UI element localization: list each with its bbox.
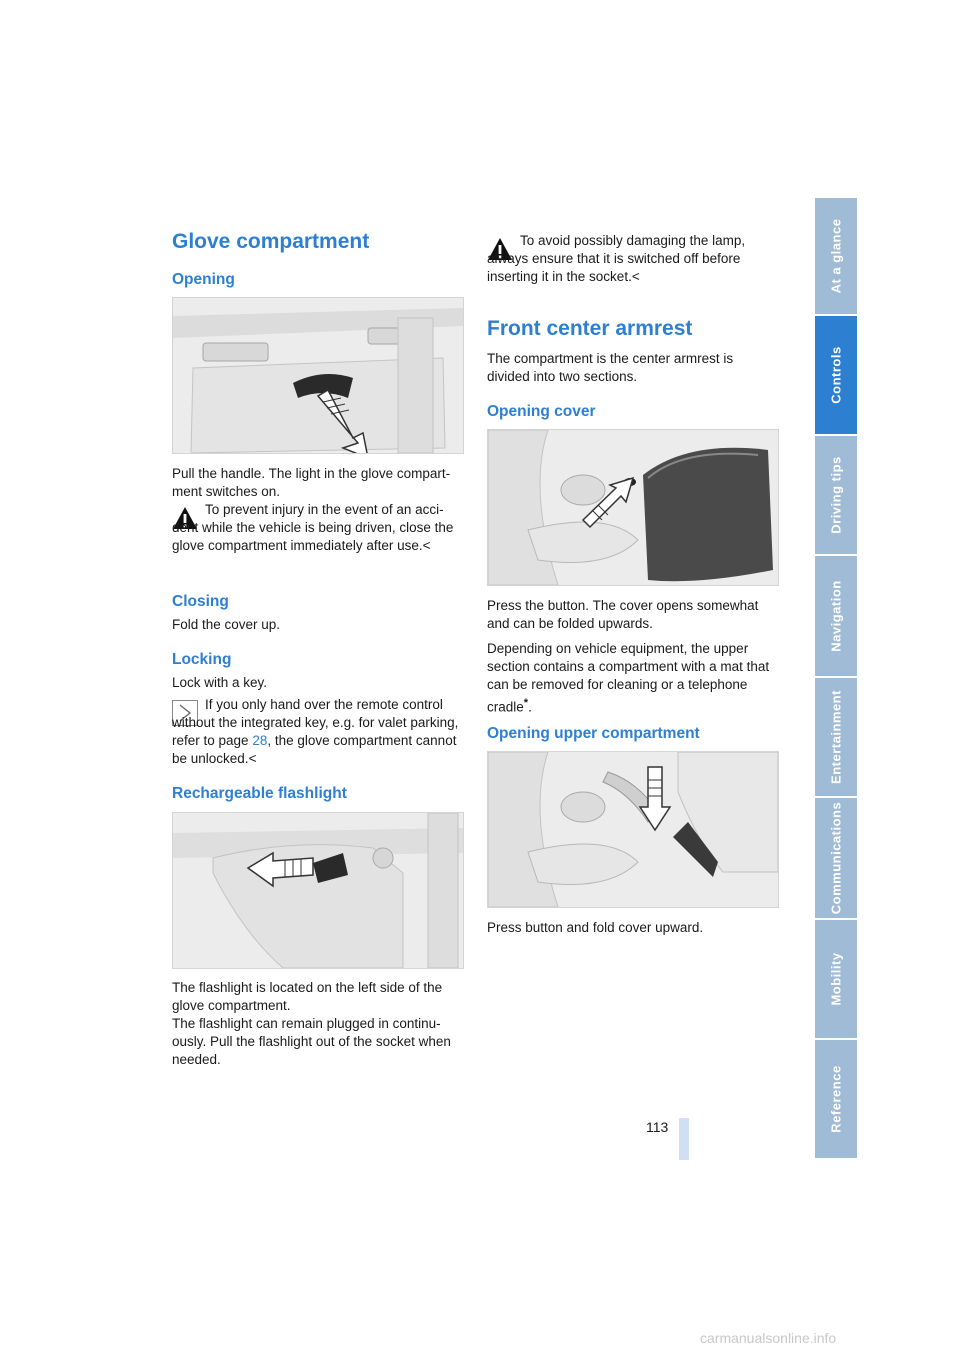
flashlight-figure: [172, 812, 464, 969]
tab-label: Mobility: [828, 952, 844, 1006]
locking-text: Lock with a key.: [172, 675, 268, 690]
section-title-front-center-armrest: Front center armrest: [487, 317, 693, 340]
closing-text: Fold the cover up.: [172, 617, 281, 632]
tab-mobility[interactable]: [815, 920, 857, 1040]
upper-compartment-text: Press button and fold cover upward.: [487, 920, 704, 935]
heading-opening: Opening: [172, 271, 235, 288]
end-mark: <: [422, 538, 431, 553]
tab-reference[interactable]: [815, 1040, 857, 1160]
tab-driving-tips[interactable]: [815, 436, 857, 556]
armrest-cover-figure: [487, 429, 779, 586]
heading-opening-cover: Opening cover: [487, 403, 596, 420]
heading-opening-upper-compartment: Opening upper compartment: [487, 725, 700, 742]
locking-note: [172, 696, 464, 768]
optional-equipment-asterisk: *: [523, 697, 529, 709]
glove-handle-figure: [172, 297, 464, 454]
tab-label: At a glance: [828, 218, 844, 294]
opening-text: Pull the handle. The light in the glove compartment switches on.: [172, 466, 451, 499]
end-mark: <: [631, 269, 640, 284]
section-title-glove-compartment: Glove compartment: [172, 230, 370, 253]
warning-text: To prevent injury in the event of an accident while the vehicle is being driven, close the glove compartment immediately after use.: [172, 502, 454, 553]
tab-entertainment[interactable]: [815, 678, 857, 798]
period: .: [528, 699, 532, 715]
flashlight-text-1: The flashlight is located on the left side of the glove compartment.: [172, 980, 443, 1013]
heading-locking: Locking: [172, 651, 232, 668]
tab-controls[interactable]: [815, 316, 857, 436]
armrest-intro: The compartment is the center armrest is divided into two sections.: [487, 351, 734, 384]
tab-label: Reference: [828, 1065, 844, 1133]
footer-site: carmanualsonline.info: [700, 1330, 837, 1346]
page-link-28[interactable]: 28: [252, 733, 268, 748]
tab-navigation[interactable]: [815, 556, 857, 678]
tab-label: Navigation: [828, 580, 844, 652]
note-text: If you only hand over the remote control without the integrated key, e.g. for valet parking, refer to page: [172, 697, 459, 748]
lamp-warning: [487, 232, 779, 286]
heading-closing: Closing: [172, 593, 229, 610]
opening-cover-text-2: [487, 640, 779, 717]
upper-compartment-figure: [487, 751, 779, 908]
page-number: 113: [646, 1119, 669, 1135]
tab-at-a-glance[interactable]: [815, 198, 857, 316]
flashlight-text: [172, 979, 464, 1069]
flashlight-text-2: The flashlight can remain plugged in continuously. Pull the flashlight out of the socket when needed.: [172, 1016, 451, 1067]
warning-text: To avoid possibly damaging the lamp, always ensure that it is switched off before inserting it in the socket.: [487, 233, 746, 284]
opening-cover-text-1: Press the button. The cover opens somewhat and can be folded upwards.: [487, 598, 759, 631]
note-text-end: , the glove compartment cannot be unlocked.: [172, 733, 457, 766]
heading-rechargeable-flashlight: Rechargeable flashlight: [172, 785, 347, 802]
tab-label: Entertainment: [828, 690, 844, 784]
tab-label: Communications: [828, 801, 844, 915]
opening-warning: [172, 501, 464, 555]
page-marker: [679, 1118, 689, 1160]
end-mark: <: [248, 751, 257, 766]
opening-cover-text: [487, 597, 779, 724]
tab-label: Driving tips: [828, 456, 844, 534]
tab-label: Controls: [828, 346, 844, 404]
tab-communications[interactable]: [815, 798, 857, 920]
opening-cover-text-2-body: Depending on vehicle equipment, the upper section contains a compartment with a mat that can be removed for cleaning or a telephone cradle: [487, 641, 770, 715]
